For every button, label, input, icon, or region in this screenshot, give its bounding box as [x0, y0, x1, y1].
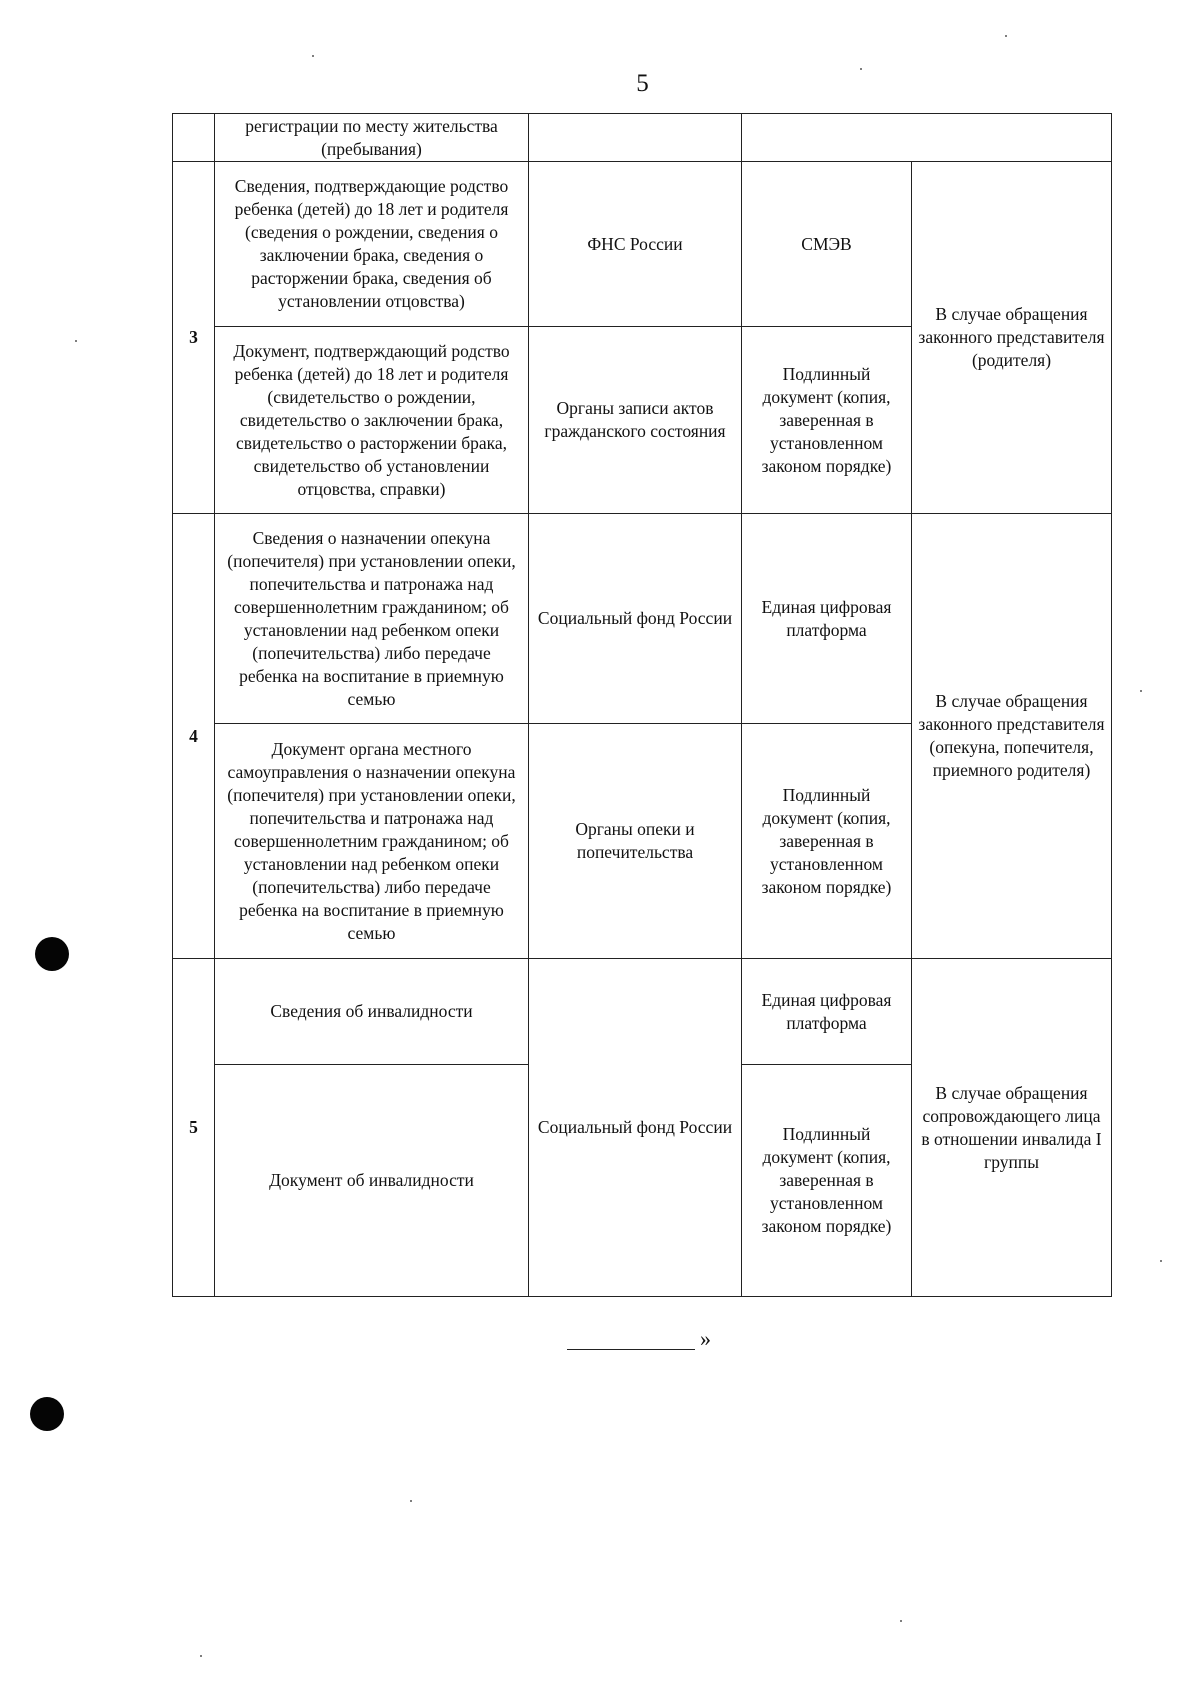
scan-speck: [75, 340, 77, 342]
scan-speck: [410, 1500, 412, 1502]
scan-speck: [1140, 690, 1142, 692]
punch-hole-mark: [35, 937, 69, 971]
method-cell: СМЭВ: [742, 162, 912, 327]
punch-hole-mark: [30, 1397, 64, 1431]
source-cell: [529, 114, 742, 162]
source-cell: Социальный фонд России: [529, 514, 742, 724]
table-row: [173, 162, 1112, 327]
source-cell: ФНС России: [529, 162, 742, 327]
document-cell: Сведения об инвалидности: [215, 959, 529, 1065]
method-cell: Подлинный документ (копия, заверенная в установленном законом порядке): [742, 1065, 912, 1297]
row-number-cell: [173, 114, 215, 162]
scan-speck: [312, 55, 314, 57]
scan-speck: [1005, 35, 1007, 37]
method-cell: Подлинный документ (копия, заверенная в установленном законом порядке): [742, 327, 912, 514]
document-cell: Сведения, подтверждающие родство ребенка (детей) до 18 лет и родителя (сведения о рождении, сведения о заключении брака, сведения о расторжении брака, сведения об установлении отцовства): [215, 162, 529, 327]
condition-cell: В случае обращения законного представителя (опекуна, попечителя, приемного родителя): [912, 514, 1112, 959]
document-cell: Документ об инвалидности: [215, 1065, 529, 1297]
source-cell: Органы опеки и попечительства: [529, 724, 742, 959]
method-cell: Единая цифровая платформа: [742, 959, 912, 1065]
row-number: 4: [173, 514, 215, 959]
scan-speck: [200, 1655, 202, 1657]
condition-cell: В случае обращения законного представителя (родителя): [912, 162, 1112, 514]
documents-table: [172, 113, 1112, 1297]
signature-line: [567, 1349, 695, 1350]
method-cell: [742, 114, 1112, 162]
method-cell: Единая цифровая платформа: [742, 514, 912, 724]
condition-cell: В случае обращения сопровождающего лица в отношении инвалида I группы: [912, 959, 1112, 1297]
scan-speck: [860, 68, 862, 70]
table-row: [173, 514, 1112, 724]
document-cell: Сведения о назначении опекуна (попечителя) при установлении опеки, попечительства и патронажа над совершеннолетним гражданином; об установлении над ребенком опеки (попечительства) либо передаче ребенка на воспитание в приемную семью: [215, 514, 529, 724]
document-cell: Документ органа местного самоуправления о назначении опекуна (попечителя) при установлении опеки, попечительства и патронажа над совершеннолетним гражданином; об установлении над ребенком опеки (попечительства) либо передаче ребенка на воспитание в приемную семью: [215, 724, 529, 959]
table-row-continuation: [173, 114, 1112, 162]
document-cell: регистрации по месту жительства (пребывания): [215, 114, 529, 162]
document-cell: Документ, подтверждающий родство ребенка (детей) до 18 лет и родителя (свидетельство о рождении, свидетельство о заключении брака, свидетельство о расторжении брака, свидетельство об установлении отцовства, справки): [215, 327, 529, 514]
page-number: 5: [636, 70, 649, 97]
source-cell: Органы записи актов гражданского состояния: [529, 327, 742, 514]
closing-quote: »: [700, 1326, 711, 1351]
row-number: 5: [173, 959, 215, 1297]
table-row: [173, 959, 1112, 1065]
scan-speck: [900, 1620, 902, 1622]
row-number: 3: [173, 162, 215, 514]
source-cell: Социальный фонд России: [529, 959, 742, 1297]
scan-speck: [1160, 1260, 1162, 1262]
method-cell: Подлинный документ (копия, заверенная в установленном законом порядке): [742, 724, 912, 959]
